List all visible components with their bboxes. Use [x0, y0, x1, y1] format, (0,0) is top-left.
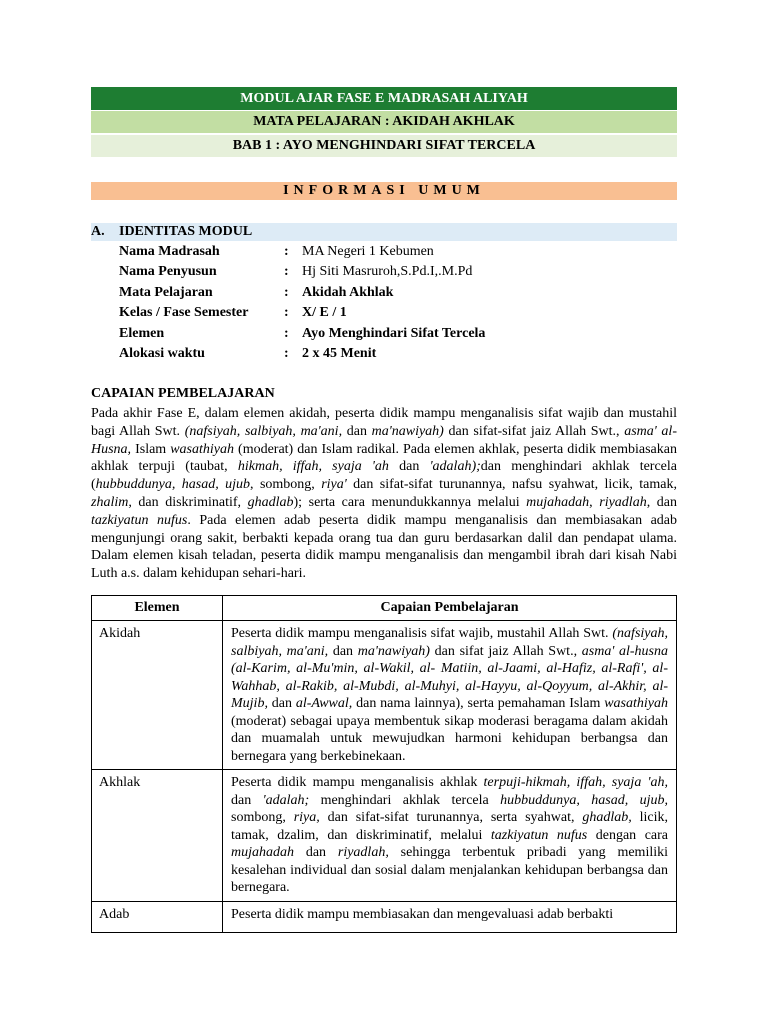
text-run: dan: [388, 459, 430, 475]
italic-run: ma'nawiyah): [371, 423, 444, 439]
italic-run: riyadlah,: [337, 845, 389, 860]
elemen-cell: Adab: [92, 901, 223, 932]
italic-run: hikmah, iffah, syaja 'ah: [237, 459, 389, 475]
text-run: dengan cara: [587, 827, 668, 843]
identity-colon: :: [284, 326, 289, 341]
identitas-heading: [91, 223, 677, 241]
text-run: Peserta didik mampu menganalisis akhlak: [231, 775, 484, 790]
text-run: , sombong,: [250, 477, 322, 493]
text-run: , dan: [646, 494, 677, 510]
italic-run: asma' al-husna (al-Karim, al-Mu'min, al-Wakil, al- Matiin, al-Jaami, al-Hafiz, al-Rafi', al-Wahhab, al-Rakib, al-Mubdi, al-Muhyi, al-Hayyu, al-Qoyyum, al-Akhir, al-Mujib,: [231, 643, 669, 711]
elemen-cell: Akhlak: [92, 770, 223, 902]
capaian-paragraph: [91, 405, 677, 583]
italic-run: (nafsiyah, salbiyah, ma'ani,: [231, 626, 668, 659]
italic-run: mujahadah: [526, 494, 590, 510]
text-run: Peserta didik mampu menganalisis sifat wajib, mustahil Allah Swt.: [231, 626, 613, 641]
italic-run: wasathiyah: [604, 696, 668, 711]
identity-colon: :: [284, 244, 289, 259]
italic-run: hubbuddunya, hasad, ujub: [95, 477, 251, 493]
table-row: [92, 621, 677, 770]
capaian-heading: CAPAIAN PEMBELAJARAN: [91, 386, 275, 401]
chapter-bar: BAB 1 : AYO MENGHINDARI SIFAT TERCELA: [91, 135, 677, 157]
identity-label: Kelas / Fase Semester: [119, 305, 249, 320]
column-header-capaian: Capaian Pembelajaran: [223, 596, 677, 621]
subject-bar: MATA PELAJARAN : AKIDAH AKHLAK: [91, 111, 677, 133]
italic-run: 'adalah;: [262, 792, 310, 808]
text-run: menghindari akhlak tercela: [309, 792, 501, 808]
italic-run: riya': [321, 477, 347, 493]
identity-colon: :: [284, 346, 289, 361]
section-title: IDENTITAS MODUL: [119, 224, 253, 239]
text-run: , dan diskriminatif,: [128, 494, 248, 510]
text-run: dan: [294, 845, 338, 860]
identity-value: X/ E / 1: [302, 305, 347, 320]
identity-value: Hj Siti Masruroh,S.Pd.I,.M.Pd: [302, 264, 473, 279]
text-run: dan nama lainnya), serta pemahaman Islam: [352, 696, 605, 711]
text-run: dan sifat-sifat turunannya, nafsu syahwat, licik, tamak,: [346, 477, 677, 493]
italic-run: mujahadah: [231, 845, 294, 860]
italic-run: riyadlah: [599, 494, 647, 510]
module-title-bar: MODUL AJAR FASE E MADRASAH ALIYAH: [91, 87, 677, 110]
italic-run: zhalim: [91, 494, 129, 510]
section-heading-informasi-umum: INFORMASI UMUM: [91, 182, 677, 200]
text-run: ,: [589, 494, 600, 510]
italic-run: ghadlab: [247, 494, 294, 510]
italic-run: riya,: [293, 810, 320, 825]
identity-value: 2 x 45 Menit: [302, 346, 377, 361]
identity-label: Elemen: [119, 326, 165, 341]
identity-colon: :: [284, 285, 289, 300]
text-run: ); serta cara menundukkannya melalui: [293, 494, 527, 510]
identity-colon: :: [284, 305, 289, 320]
italic-run: ma'nawiyah): [357, 643, 430, 659]
identity-label: Nama Madrasah: [119, 244, 220, 259]
identity-value: Akidah Akhlak: [302, 285, 394, 300]
identity-label: Mata Pelajaran: [119, 285, 213, 300]
capaian-cell: [223, 901, 677, 932]
italic-run: wasathiyah: [170, 441, 234, 457]
text-run: dan: [328, 643, 358, 659]
capaian-table: [91, 595, 677, 933]
italic-run: tazkiyatun nufus: [91, 512, 188, 528]
table-row: [92, 770, 677, 902]
identity-value: Ayo Menghindari Sifat Tercela: [302, 326, 486, 341]
table-row: [92, 901, 677, 932]
text-run: dan sifat jaiz Allah Swt.,: [429, 643, 582, 659]
text-run: dan menghindari akhlak tercela (: [91, 459, 677, 493]
text-run: sehingga terbentuk pribadi yang memiliki kesalehan individual dan sosial dalam menjalankan kehidupan berbangsa dan bernegara.: [231, 845, 669, 895]
italic-run: asma' al-Husna,: [91, 423, 677, 457]
text-run: dan: [342, 423, 372, 439]
table-header-row: [92, 596, 677, 621]
text-run: (moderat) sebagai upaya membentuk sikap moderasi beragama dalam akidah dan muamalah untuk mewujudkan harmoni kehidupan berbangsa dan bernegara yang berkebinekaan.: [231, 713, 668, 764]
text-run: Islam: [131, 441, 171, 457]
italic-run: ghadlab,: [582, 810, 632, 825]
identity-label: Alokasi waktu: [119, 346, 205, 361]
italic-run: (nafsiyah, salbiyah, ma'ani,: [184, 423, 343, 439]
italic-run: al-Awwal,: [295, 696, 353, 711]
text-run: dan sifat-sifat jaiz Allah Swt.,: [443, 423, 625, 439]
italic-run: hubbuddunya, hasad, ujub,: [500, 792, 669, 808]
capaian-cell: [223, 770, 677, 902]
capaian-cell: [223, 621, 677, 770]
text-run: dan: [267, 696, 296, 711]
text-run: sombong,: [231, 810, 294, 825]
elemen-cell: Akidah: [92, 621, 223, 770]
italic-run: tazkiyatun nufus: [490, 827, 588, 843]
italic-run: 'adalah);: [429, 459, 481, 475]
text-run: dan: [231, 792, 263, 808]
text-run: . Pada elemen adab peserta didik mampu menganalisis dan membiasakan adab mengunjungi orang sakit, berbakti kepada orang tua dan guru berdasarkan dalil dan pendapat ulama. Dalam elemen kisah teladan, peserta didik mampu menganalisis dan mengambil ibrah dari kisah Nabi Luth a.s. dalam kehidupan sehari-hari.: [91, 512, 678, 582]
text-run: dan sifat-sifat turunannya, serta syahwat,: [319, 810, 583, 825]
identity-label: Nama Penyusun: [119, 264, 217, 279]
text-run: licik, tamak, dzalim, dan diskriminatif, melalui: [231, 810, 668, 843]
column-header-elemen: Elemen: [92, 596, 223, 621]
section-letter: A.: [91, 224, 105, 239]
text-run: Peserta didik mampu membiasakan dan mengevaluasi adab berbakti: [231, 906, 614, 922]
identity-colon: :: [284, 264, 289, 279]
text-run: (moderat) dan Islam radikal. Pada elemen akhlak, peserta didik membiasakan akhlak terpuji (taubat,: [91, 441, 677, 475]
identity-value: MA Negeri 1 Kebumen: [302, 244, 434, 259]
italic-run: terpuji-hikmah, iffah, syaja 'ah,: [483, 775, 668, 790]
text-run: Pada akhir Fase E, dalam elemen akidah, peserta didik mampu menganalisis sifat wajib dan mustahil bagi Allah Swt.: [91, 406, 677, 439]
